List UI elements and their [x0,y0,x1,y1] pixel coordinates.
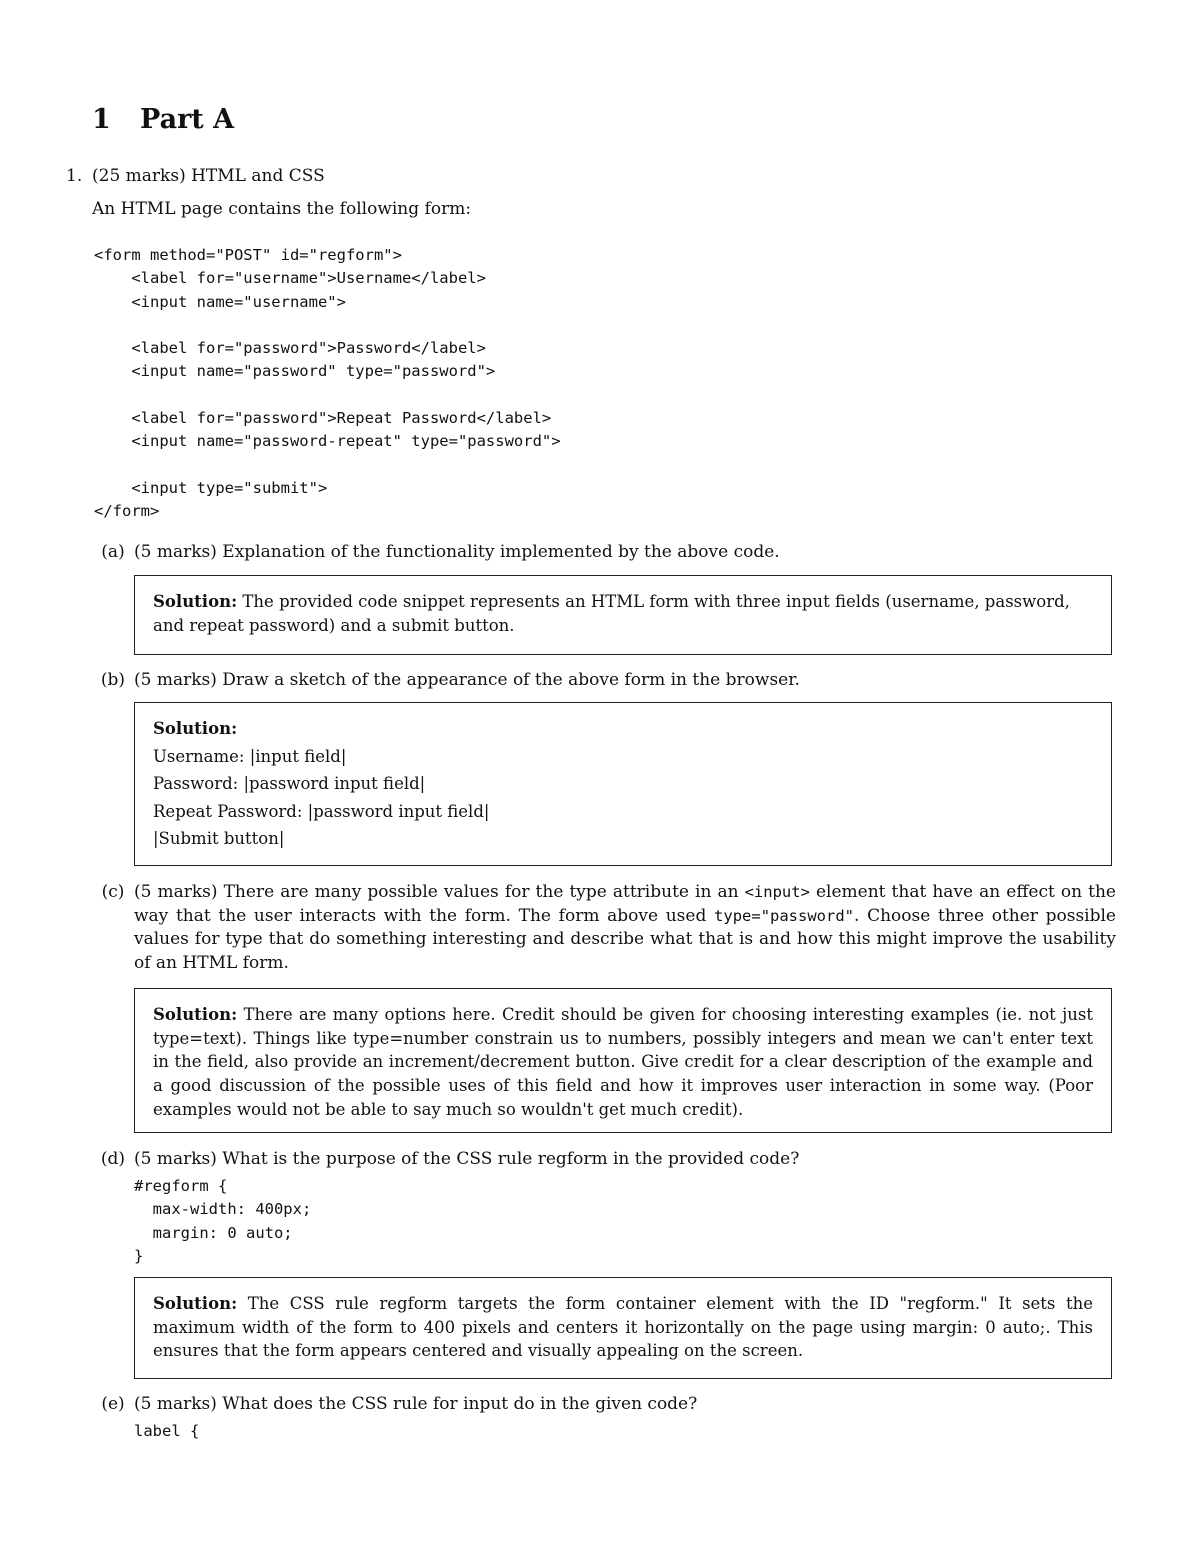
part-b-question: (5 marks) Draw a sketch of the appearance of the above form in the browser. [134,670,800,690]
question-number: 1. [66,166,83,186]
part-d-label: (d) [100,1149,126,1169]
css-code-block-label: label { [134,1422,200,1440]
part-c [96,881,1116,975]
section-heading [92,104,234,135]
part-d [96,1148,1116,1172]
solution-label: Solution: [153,1294,238,1313]
part-e-question: (5 marks) What does the CSS rule for input do in the given code? [134,1394,698,1414]
solution-text: The CSS rule regform targets the form container element with the ID "regform." It sets the maximum width of the form to 400 pixels and centers it horizontally on the page using margin: 0 auto;. This ensures that the form appears centered and visually appealing on the screen. [153,1294,1094,1361]
solution-box-b [134,702,1112,866]
question-heading [66,166,325,186]
form-code-block: <form method="POST" id="regform"> <label for="username">Username</label> <input name="username"> <label for="password">Password</label> <input name="password" type="password"> <label for="password">Repeat Password</label> <input name="password-repeat" type="password"> <input type="submit"> </form> [94,246,561,521]
css-code-block: #regform { max-width: 400px; margin: 0 auto; } [134,1177,312,1265]
part-d-question: (5 marks) What is the purpose of the CSS rule regform in the provided code? [134,1149,800,1169]
part-b [96,669,1116,693]
part-e [96,1393,1116,1417]
section-number: 1 [92,104,111,135]
solution-box-d [134,1277,1112,1379]
part-a-label: (a) [101,542,125,562]
solution-text: There are many options here. Credit should be given for choosing interesting examples (ie. not just type=text). Things like type=number constrain us to numbers, possibly integers and mean we can't enter text in the field, also provide an increment/decrement button. Give credit for a clear description of the example and a good discussion of the possible uses of this field and how it improves user interaction in some way. (Poor examples would not be able to say much so wouldn't get much credit). [153,1005,1094,1119]
part-a-question: (5 marks) Explanation of the functionality implemented by the above code. [134,542,780,562]
question-intro: An HTML page contains the following form: [92,199,472,219]
inline-code: <input> [744,883,810,901]
question-title: (25 marks) HTML and CSS [92,166,325,186]
part-b-label: (b) [100,670,126,690]
part-a [96,541,1116,565]
solution-box-c [134,988,1112,1133]
sketch-line-repeat-password: Repeat Password: |password input field| [153,801,490,821]
inline-code: type="password" [714,906,855,925]
solution-box-a [134,575,1112,655]
sketch-line-password: Password: |password input field| [153,774,426,793]
solution-label: Solution: [153,592,238,611]
sketch-line-username: Username: |input field| [153,746,347,766]
section-title: Part A [140,104,235,135]
solution-text: The provided code snippet represents an HTML form with three input fields (username, password, and repeat password) and a submit button. [153,592,1070,635]
sketch-line-submit: |Submit button| [153,829,285,848]
part-e-label: (e) [101,1394,125,1414]
part-c-label: (c) [101,882,125,902]
solution-label: Solution: [153,719,238,738]
part-c-question: (5 marks) There are many possible values for the type attribute in an <input> element that have an effect on the way that the user interacts with the form. The form above used type="password". Choose three other possible values for type that do something interesting and describe what that is and how this might improve the usability of an HTML form. [134,882,1116,973]
solution-label: Solution: [153,1005,238,1024]
